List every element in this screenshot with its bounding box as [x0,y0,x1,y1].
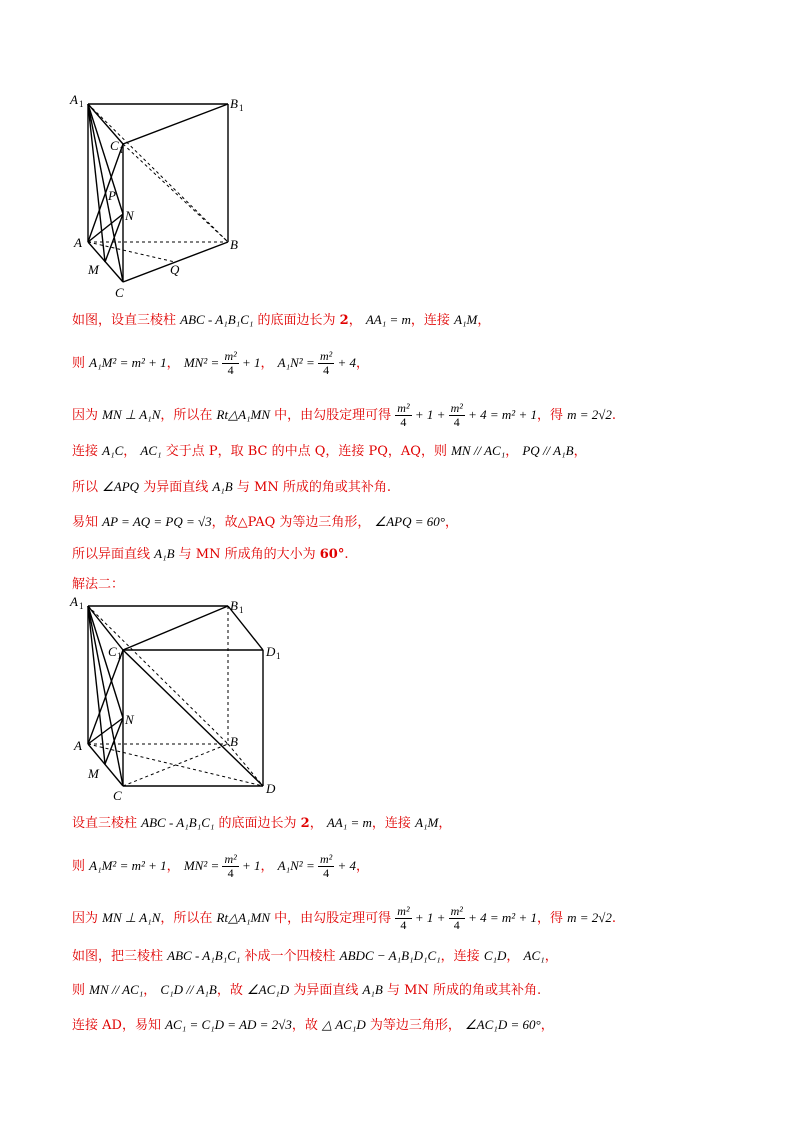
text-span: 与 MN 所成角的大小为 [174,547,320,562]
svg-text:1: 1 [239,103,244,113]
math-expression: A₁M [415,815,439,830]
svg-text:1: 1 [117,651,122,661]
text-span: 与 MN 所成的角或其补角. [382,983,542,998]
math-expression: MN ⊥ A₁N [102,407,161,422]
label-c1: C [108,644,117,659]
math-expression: ∠AC₁D = 60° [465,1017,541,1032]
text-span: 的底面边长为 [253,313,340,328]
fraction: $\frac{\text{m²}}{4}$ [224,349,237,377]
label-c: C [113,788,122,803]
fraction: $\frac{\text{m²}}{4}$ [450,904,463,932]
math-expression: AA₁ = m [365,312,411,327]
label-m: M [88,262,99,277]
fraction: $\frac{\text{m²}}{4}$ [224,852,237,880]
text-span: ， [356,859,370,874]
text-span: ， [143,983,161,998]
math-expression: A₁M [454,312,478,327]
label-n: N [125,208,134,223]
text-line [72,813,451,834]
math-expression: A₁B [154,546,175,561]
text-span: ， [544,949,558,964]
text-span: ， [260,859,278,874]
text-span: 易知 [72,515,103,530]
text-span: 2 [339,313,349,328]
label-p: P [108,188,116,203]
text-span: 中，由勾股定理可得 [270,408,396,423]
fraction: $\frac{\text{m²}}{4}$ [319,349,333,377]
fraction: $\frac{\text{m²}}{4}$ [319,852,333,880]
text-line [72,350,369,377]
svg-text:1: 1 [239,605,244,615]
text-line [72,1015,554,1036]
text-span: 交于点 P，取 BC 的中点 Q，连接 PQ，AQ，则 [161,444,452,459]
math-expression: A₁M² = m² + 1 [89,355,167,370]
text-span: 则 [72,859,90,874]
text-line [72,544,349,565]
text-span: ，连接 [440,949,484,964]
math-expression: ABC - A₁B₁C₁ [180,312,254,327]
text-span: 连接 [72,444,103,459]
text-span: ， [477,313,491,328]
text-span: 为异面直线 [139,480,213,495]
math-expression: MN² = [183,858,223,873]
math-expression: △ AC₁D [321,1017,366,1032]
label-n: N [125,712,134,727]
text-span: ，故 [291,1018,322,1033]
text-line [72,477,391,498]
math-expression: C₁D // A₁B [160,982,217,997]
label-a: A [74,235,82,250]
text-span: ， [123,444,141,459]
label-c1: C [110,138,119,153]
text-span: 为异面直线 [289,983,363,998]
math-expression: AP = AQ = PQ = √3 [102,514,212,529]
text-span: 设直三棱柱 [72,816,142,831]
text-span: 如图，设直三棱柱 [72,313,181,328]
fraction: $\frac{\text{m²}}{4}$ [450,401,463,429]
text-line [72,980,541,1001]
math-expression: A₁N² = [277,355,318,370]
text-span: 解法二： [72,577,125,592]
text-line [72,441,587,462]
text-span: ， [573,444,587,459]
text-span: ， [444,515,458,530]
text-span: ，所以在 [160,408,217,423]
text-span: 则 [72,983,90,998]
figure-1 [68,92,258,302]
text-span: 为等边三角形， [365,1018,466,1033]
label-c: C [115,285,124,300]
math-expression: AA₁ = m [326,815,372,830]
math-expression: AC₁ [523,948,545,963]
text-span: 因为 [72,408,103,423]
text-line [72,575,124,595]
text-line [72,905,616,932]
math-expression: MN ⊥ A₁N [102,910,161,925]
math-expression: + 4 [334,858,357,873]
fraction: $\frac{\text{m²}}{4}$ [397,401,410,429]
text-line [72,853,369,880]
svg-text:1: 1 [119,145,124,155]
label-a: A [74,738,82,753]
text-span: 中，由勾股定理可得 [270,911,396,926]
text-span: ， [166,356,184,371]
text-span: ，故△PAQ 为等边三角形， [211,515,375,530]
math-expression: + 4 [334,355,357,370]
label-a1: A [70,92,78,107]
text-line [72,402,616,429]
math-expression: + 1 [238,355,261,370]
text-span: ， [505,444,523,459]
math-expression: C₁D [483,948,507,963]
math-expression: ABC - A₁B₁C₁ [167,948,241,963]
math-expression: Rt△A₁MN [216,910,271,925]
math-expression: + 1 + [411,407,449,422]
math-expression: ∠APQ = 60° [374,514,445,529]
text-span: . [611,911,617,926]
text-span: . [344,547,349,562]
label-b1: B [230,598,238,613]
fraction: $\frac{\text{m²}}{4}$ [397,904,410,932]
text-span: 所以 [72,480,103,495]
text-span: ，故 [216,983,248,998]
text-span: ， [356,356,370,371]
math-expression: AC₁ [140,443,162,458]
label-b: B [230,237,238,252]
math-expression: AC₁ = C₁D = AD = 2√3 [165,1017,292,1032]
text-line [72,512,458,533]
label-m: M [88,766,99,781]
math-expression: m = 2√2 [567,407,612,422]
math-expression: ABC - A₁B₁C₁ [141,815,215,830]
svg-text:1: 1 [79,99,84,109]
math-expression: PQ // A₁B [522,443,574,458]
math-expression: m = 2√2 [567,910,612,925]
label-a1: A [70,594,78,609]
math-expression: MN // AC₁ [451,443,506,458]
text-span: ，得 [536,408,568,423]
label-b1: B [230,96,238,111]
math-expression: A₁N² = [277,858,318,873]
figure-2 [68,594,298,806]
text-span: ， [166,859,184,874]
math-expression: A₁B [362,982,383,997]
math-expression: MN² = [183,355,223,370]
text-span: ， [309,816,327,831]
text-line [72,310,490,331]
label-q: Q [170,262,180,277]
text-span: ，连接 [371,816,416,831]
text-span: 2 [300,816,310,831]
text-span: ， [348,313,366,328]
text-span: ，连接 [410,313,455,328]
text-span: ， [540,1018,554,1033]
text-span: ，所以在 [160,911,217,926]
math-expression: + 1 [238,858,261,873]
math-expression: + 1 + [411,910,449,925]
text-span: ，得 [536,911,568,926]
text-span: ， [438,816,452,831]
text-line [72,946,558,967]
text-span: 所以异面直线 [72,547,155,562]
math-expression: A₁B [212,479,233,494]
text-span: 与 MN 所成的角或其补角. [232,480,391,495]
math-expression: A₁C [102,443,124,458]
text-span: 如图，把三棱柱 [72,949,168,964]
text-span: ， [506,949,524,964]
text-span: 的底面边长为 [214,816,301,831]
math-expression: ∠AC₁D [247,982,290,997]
math-expression: Rt△A₁MN [216,407,271,422]
math-expression: A₁M² = m² + 1 [89,858,167,873]
text-span: 因为 [72,911,103,926]
text-span: . [611,408,617,423]
label-d: D [266,781,276,796]
label-b: B [230,734,238,749]
text-span: 则 [72,356,90,371]
math-expression: + 4 = m² + 1 [464,910,537,925]
math-expression: MN // AC₁ [89,982,144,997]
math-expression: ABDC − A₁B₁D₁C₁ [339,948,441,963]
text-span: 60° [319,547,345,562]
math-expression: + 4 = m² + 1 [464,407,537,422]
svg-text:1: 1 [79,601,84,611]
text-span: 补成一个四棱柱 [240,949,340,964]
math-expression: ∠APQ [102,479,140,494]
text-span: 连接 AD，易知 [72,1018,166,1033]
text-span: ， [260,356,278,371]
label-d1: D [266,644,276,659]
svg-text:1: 1 [276,651,281,661]
